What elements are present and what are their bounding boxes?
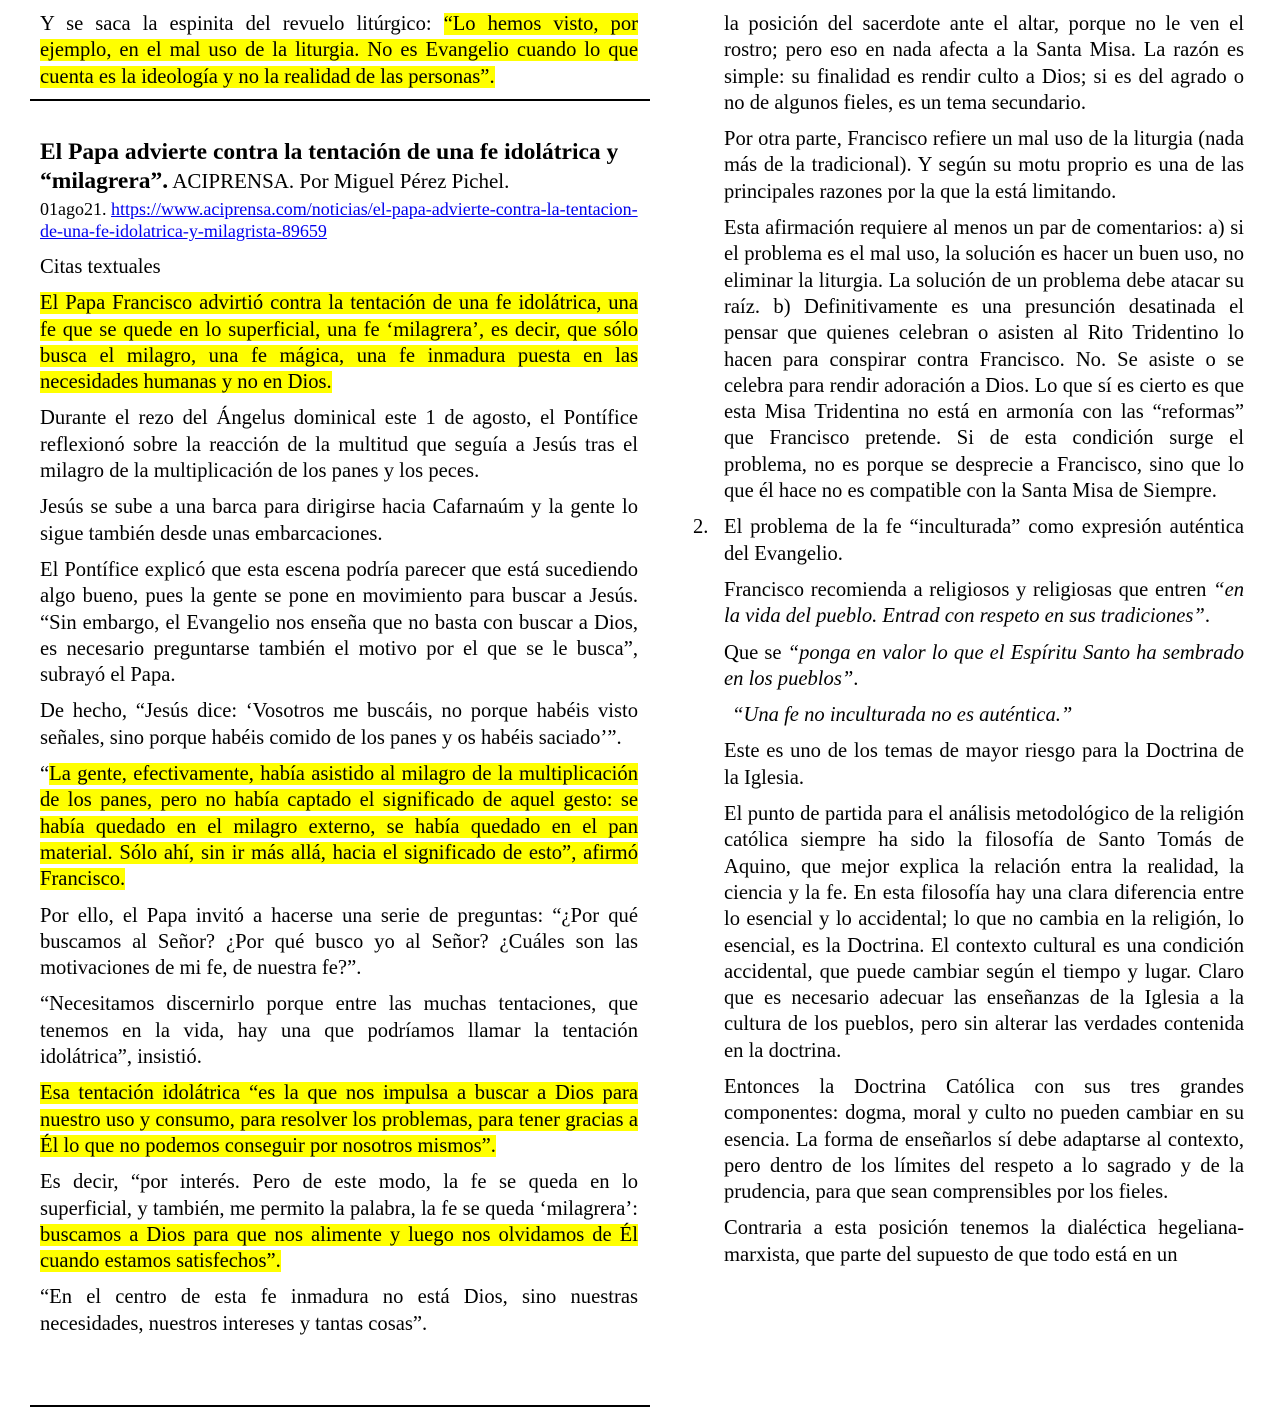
paragraph-3: Jesús se sube a una barca para dirigirse hacia Cafarnaúm y la gente lo sigue también desde unas embarcaciones. bbox=[40, 496, 638, 545]
article-url-link[interactable]: https://www.aciprensa.com/noticias/el-papa-advierte-contra-la-tentacion-de-una-fe-idolatrica-y-milagrista-89659 bbox=[40, 199, 638, 241]
paragraph-11: “En el centro de esta fe inmadura no está Dios, sino nuestras necesidades, nuestros intereses y tantas cosas”. bbox=[40, 1286, 638, 1335]
right-paragraph-4-quote: “en la vida del pueblo. Entrad con respeto en sus tradiciones” bbox=[724, 578, 1244, 628]
numbered-item-2-number: 2. bbox=[693, 516, 709, 539]
paragraph-6-highlight: La gente, efectivamente, había asistido al milagro de la multiplicación de los panes, pero no había captado el significado de aquel gesto: se había quedado en el milagro externo, se había quedado en el pan material. Sólo ahí, sin ir más allá, hacia el significado de esto”, afirmó Francisco. bbox=[40, 763, 638, 891]
article-meta bbox=[40, 198, 638, 242]
intro-paragraph bbox=[40, 11, 638, 90]
right-paragraph-7: Este es uno de los temas de mayor riesgo para la Doctrina de la Iglesia. bbox=[724, 740, 1244, 789]
right-paragraph-9: Entonces la Doctrina Católica con sus tres grandes componentes: dogma, moral y culto no pueden cambiar en su esencia. La forma de enseñarlos sí debe adaptarse al contexto, pero dentro de los límites del respeto a lo sagrado y de la prudencia, para que sean comprensibles por los fieles. bbox=[724, 1075, 1244, 1204]
paragraph-7: Por ello, el Papa invitó a hacerse una serie de preguntas: “¿Por qué buscamos al Señor? ¿Por qué busco yo al Señor? ¿Cuáles son las motivaciones de mi fe, de nuestra fe?”. bbox=[40, 904, 638, 980]
right-paragraph-5 bbox=[724, 640, 1244, 693]
article-source-byline: ACIPRENSA. Por Miguel Pérez Pichel. bbox=[168, 169, 510, 193]
numbered-item-2-text: El problema de la fe “inculturada” como expresión auténtica del Evangelio. bbox=[724, 516, 1244, 565]
numbered-item-2 bbox=[693, 514, 1244, 567]
intro-plain-text: Y se saca la espinita del revuelo litúrgico: bbox=[40, 13, 444, 35]
article-block bbox=[40, 138, 638, 1337]
section-divider-bottom bbox=[30, 1405, 650, 1407]
right-paragraph-4-end: . bbox=[1204, 605, 1211, 628]
paragraph-1-highlight: El Papa Francisco advirtió contra la tentación de una fe idolátrica, una fe que se quede en lo superficial, una fe ‘milagrera’, es decir, que sólo busca el milagro, una fe mágica, una fe inmadura puesta en las necesidades humanas y no en Dios. bbox=[40, 292, 638, 394]
intro-highlighted-quote: “Lo hemos visto, por ejemplo, en el mal uso de la liturgia. No es Evangelio cuando lo que cuenta es la ideología y no la realidad de las personas”. bbox=[40, 13, 638, 88]
paragraph-6 bbox=[40, 761, 638, 892]
right-paragraph-10: Contraria a esta posición tenemos la dialéctica hegeliana-marxista, que parte del supuesto de que todo está en un bbox=[724, 1217, 1244, 1266]
right-paragraph-1: la posición del sacerdote ante el altar, porque no le ven el rostro; pero eso en nada afecta a la Santa Misa. La razón es simple: su finalidad es rendir culto a Dios; si es del agrado o no de algunos fieles, es un tema secundario. bbox=[724, 13, 1244, 114]
paragraph-4: El Pontífice explicó que esta escena podría parecer que está sucediendo algo bueno, pues la gente se pone en movimiento para buscar a Jesús. “Sin embargo, el Evangelio nos enseña que no basta con buscar a Dios, es necesario preguntarse también el motivo por el que se le busca”, subrayó el Papa. bbox=[40, 558, 638, 687]
right-paragraph-4-plain: Francisco recomienda a religiosos y religiosas que entren bbox=[724, 578, 1214, 601]
section-label: Citas textuales bbox=[40, 256, 161, 278]
article-heading bbox=[40, 138, 638, 196]
right-paragraph-5-end: . bbox=[853, 667, 859, 690]
right-paragraph-3: Esta afirmación requiere al menos un par de comentarios: a) si el problema es el mal uso, la solución es hacer un buen uso, no eliminar la liturgia. La solución de un problema debe atacar su raíz. b) Definitivamente es una presunción desatinada el pensar que quienes celebran o asisten al Rito Tridentino lo hacen para conspirar contra Francisco. No. Se asiste o se celebra para rendir adoración a Dios. Lo que sí es cierto es que esta Misa Tridentina no está en armonía con las “reformas” que Francisco pretende. Si de esta condición surge el problema, no es porque se desprecie a Francisco, sino que lo que él hace no es compatible con la Santa Misa de Siempre. bbox=[724, 217, 1244, 503]
right-paragraph-6-quote: “Una fe no inculturada no es auténtica.” bbox=[732, 704, 1073, 727]
right-paragraph-5-quote: “ponga en valor lo que el Espíritu Santo ha sembrado en los pueblos” bbox=[724, 641, 1244, 690]
article-title: El Papa advierte contra la tentación de una fe idolátrica y “milagrera”. bbox=[40, 139, 619, 194]
paragraph-2: Durante el rezo del Ángelus dominical este 1 de agosto, el Pontífice reflexionó sobre la reacción de la multitud que seguía a Jesús tras el milagro de la multiplicación de los panes y los peces. bbox=[40, 407, 638, 483]
paragraph-5: De hecho, “Jesús dice: ‘Vosotros me buscáis, no porque habéis visto señales, sino porque habéis comido de los panes y os habéis saciado’”. bbox=[40, 700, 638, 749]
paragraph-10-plain: Es decir, “por interés. Pero de este modo, la fe se queda en lo superficial, y también, me permito la palabra, la fe se queda ‘milagrera’: bbox=[40, 1171, 638, 1220]
paragraph-8: “Necesitamos discernirlo porque entre las muchas tentaciones, que tenemos en la vida, hay una que podríamos llamar la tentación idolátrica”, insistió. bbox=[40, 993, 638, 1069]
paragraph-6-open-quote: “ bbox=[40, 763, 50, 786]
article-date: 01ago21. bbox=[40, 199, 111, 219]
section-divider-top bbox=[30, 99, 650, 101]
paragraph-9-highlight: Esa tentación idolátrica “es la que nos impulsa a buscar a Dios para nuestro uso y consumo, para resolver los problemas, para tener gracias a Él lo que no podemos conseguir por nosotros mismos”. bbox=[40, 1082, 638, 1157]
paragraph-10-highlight: buscamos a Dios para que nos alimente y luego nos olvidamos de Él cuando estamos satisfechos”. bbox=[40, 1223, 638, 1273]
right-paragraph-2: Por otra parte, Francisco refiere un mal uso de la liturgia (nada más de la tradicional). Y según su motu proprio es una de las principales razones por la que la está limitando. bbox=[724, 128, 1244, 203]
right-paragraph-5-plain: Que se bbox=[724, 641, 788, 664]
paragraph-10 bbox=[40, 1169, 638, 1274]
right-column bbox=[693, 11, 1244, 1268]
right-paragraph-4 bbox=[724, 577, 1244, 630]
paragraph-9 bbox=[40, 1080, 638, 1159]
right-paragraph-8: El punto de partida para el análisis metodológico de la religión católica siempre ha sido la filosofía de Santo Tomás de Aquino, que mejor explica la relación entra la realidad, la ciencia y la fe. En esta filosofía hay una clara diferencia entre lo esencial y lo accidental; lo que no cambia en la religión, lo esencial, es la Doctrina. El contexto cultural es una condición accidental, que puede cambiar según el tiempo y lugar. Claro que es necesario adecuar las enseñanzas de la Iglesia a la cultura de los pueblos, pero sin alterar las verdades contenida en la doctrina. bbox=[724, 803, 1244, 1062]
paragraph-1 bbox=[40, 290, 638, 395]
